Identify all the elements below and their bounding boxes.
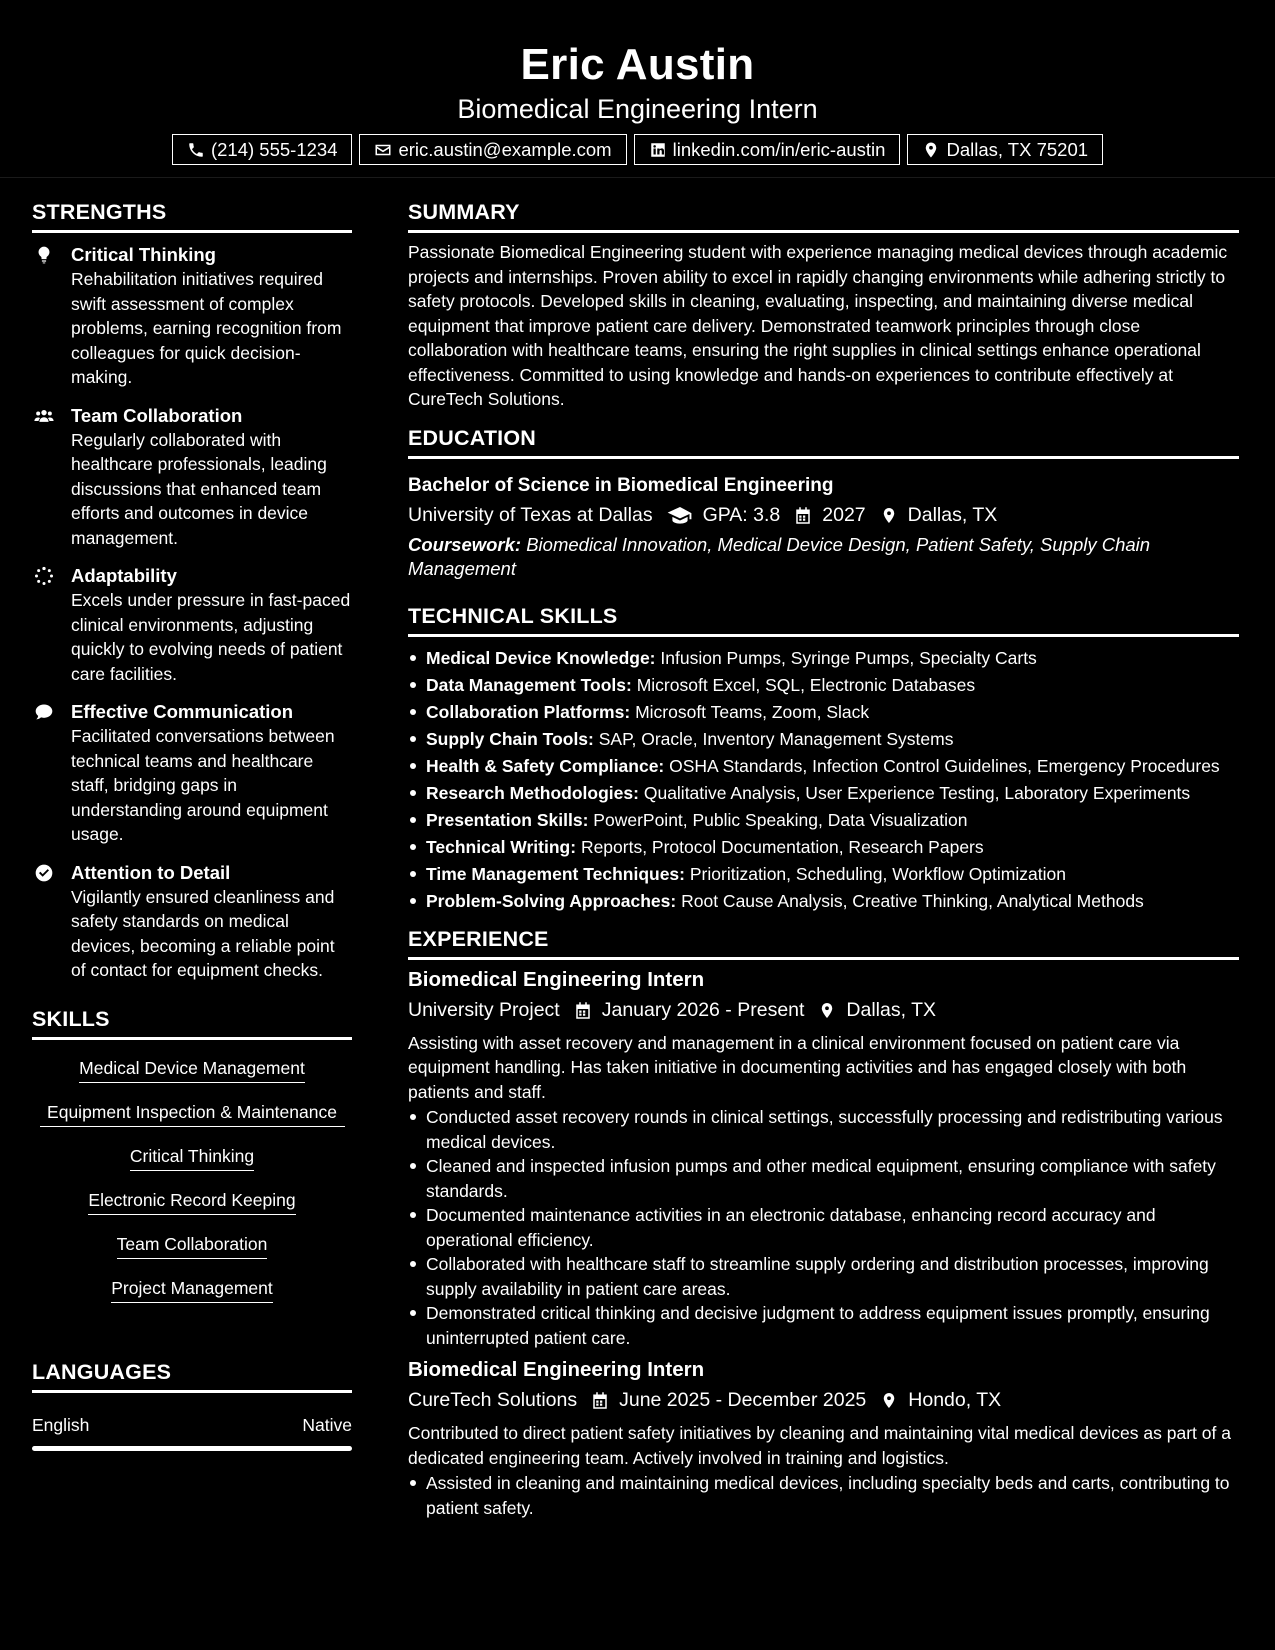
envelope-icon [374, 141, 392, 159]
calendar-icon [574, 1001, 592, 1020]
coursework-label: Coursework: [408, 533, 522, 555]
linkedin-icon [649, 141, 667, 159]
location-pin-icon [880, 1391, 898, 1410]
contact-bar [0, 134, 1275, 165]
skill-tag: Project Management [111, 1276, 272, 1303]
location-pin-icon [880, 506, 898, 525]
list-item: Collaborated with healthcare staff to streamline supply ordering and distribution processes, improving supply availability in patient care areas. [408, 1252, 1239, 1301]
graduation-cap-icon [667, 506, 693, 525]
speech-bubble-icon [33, 702, 55, 724]
skill-tag: Equipment Inspection & Maintenance [40, 1100, 345, 1127]
job-location: Hondo, TX [908, 1389, 1002, 1411]
skill-label: Presentation Skills: [426, 809, 589, 830]
strength-item [32, 861, 352, 983]
graduation-year: 2027 [822, 503, 866, 526]
right-column [408, 200, 1239, 1520]
skill-value: Microsoft Excel, SQL, Electronic Databases [636, 674, 976, 695]
skill-label: Time Management Techniques: [426, 863, 685, 884]
strength-title: Critical Thinking [71, 244, 216, 265]
skill-value: Infusion Pumps, Syringe Pumps, Specialty Carts [660, 647, 1037, 668]
job-meta [408, 1389, 1239, 1412]
strength-item [32, 700, 352, 847]
contact-location[interactable] [907, 134, 1103, 165]
strength-title: Adaptability [71, 565, 177, 586]
strength-title: Team Collaboration [71, 404, 243, 426]
education-heading: EDUCATION [408, 426, 1239, 459]
skills-heading: SKILLS [32, 1007, 352, 1040]
list-item [408, 700, 1239, 724]
strength-desc: Regularly collaborated with healthcare professionals, leading discussions that enhanced team efforts and outcomes in device management. [71, 429, 327, 548]
phone-icon [187, 141, 205, 159]
degree-title: Bachelor of Science in Biomedical Engineering [408, 474, 834, 496]
list-item: Conducted asset recovery rounds in clinical settings, successfully processing and redistributing various medical devices. [408, 1105, 1239, 1154]
job-entry [408, 1358, 1239, 1520]
skill-label: Problem-Solving Approaches: [426, 890, 677, 911]
job-description: Assisting with asset recovery and management in a clinical environment focused on patient care via equipment handling. Has taken initiative in documenting activities and has engaged closely with both patients and staff. [408, 1032, 1187, 1102]
contact-phone[interactable] [172, 134, 353, 165]
list-item: Demonstrated critical thinking and decisive judgment to address equipment issues promptly, ensuring uninterrupted patient care. [408, 1301, 1239, 1350]
job-location: Dallas, TX [846, 998, 937, 1021]
list-item [408, 835, 1239, 859]
language-proficiency-bar [32, 1446, 352, 1451]
skill-tag: Critical Thinking [130, 1144, 254, 1171]
strengths-heading: STRENGTHS [32, 200, 352, 233]
gpa-value: GPA: 3.8 [702, 503, 781, 526]
strength-title: Effective Communication [71, 701, 294, 722]
skill-label: Supply Chain Tools: [426, 728, 594, 749]
lightbulb-icon [33, 245, 55, 267]
job-dates: June 2025 - December 2025 [619, 1389, 867, 1411]
linkedin-text: linkedin.com/in/eric-austin [672, 138, 886, 160]
technical-skills-list [408, 646, 1239, 913]
job-description: Contributed to direct patient safety initiatives by cleaning and maintaining vital medical devices as part of a dedicated engineering team. Actively involved in training and logistics. [408, 1423, 1231, 1468]
contact-linkedin[interactable] [634, 134, 901, 165]
language-row [32, 1415, 352, 1436]
list-item: Cleaned and inspected infusion pumps and other medical equipment, ensuring compliance with safety standards. [408, 1154, 1239, 1203]
calendar-icon [591, 1391, 609, 1410]
skill-value: OSHA Standards, Infection Control Guidelines, Emergency Procedures [669, 755, 1220, 776]
strength-item [32, 404, 352, 551]
skill-value: Root Cause Analysis, Creative Thinking, Analytical Methods [681, 890, 1144, 911]
company-name: CureTech Solutions [408, 1389, 578, 1411]
phone-text: (214) 555-1234 [210, 138, 338, 160]
list-item [408, 673, 1239, 697]
job-bullets [408, 1471, 1239, 1520]
coursework [408, 533, 1239, 581]
calendar-icon [794, 506, 812, 525]
skill-value: SAP, Oracle, Inventory Management Systems [598, 728, 954, 749]
list-item [408, 781, 1239, 805]
school-location: Dallas, TX [907, 503, 998, 526]
list-item [408, 754, 1239, 778]
list-item: Documented maintenance activities in an electronic database, enhancing record accuracy and operational efficiency. [408, 1203, 1239, 1252]
list-item [408, 646, 1239, 670]
skill-value: Microsoft Teams, Zoom, Slack [635, 701, 870, 722]
strength-title: Attention to Detail [71, 861, 231, 883]
list-item [408, 862, 1239, 886]
skill-label: Technical Writing: [426, 836, 577, 857]
languages-heading: LANGUAGES [32, 1360, 352, 1393]
location-pin-icon [818, 1001, 836, 1020]
skill-label: Data Management Tools: [426, 674, 632, 695]
company-name: University Project [408, 998, 560, 1021]
summary-text: Passionate Biomedical Engineering student with experience managing medical devices through academic projects and internships. Proven ability to excel in rapidly changing environments while adhering strictly to safety protocols. Developed skills in cleaning, evaluating, inspecting, and maintaining diverse medical equipment that improve patient care delivery. Demonstrated teamwork principles through close collaboration with healthcare teams, ensuring the right supplies in clinical settings enhance operational effectiveness. Committed to using knowledge and hands-on experiences to contribute effectively at CureTech Solutions. [408, 242, 1228, 409]
skill-label: Health & Safety Compliance: [426, 755, 665, 776]
language-level: Native [302, 1414, 352, 1435]
job-entry [408, 968, 1239, 1351]
users-icon [33, 406, 55, 428]
strength-desc: Facilitated conversations between technical teams and healthcare staff, bridging gaps in understanding around equipment usage. [71, 726, 335, 844]
strength-item [32, 564, 352, 686]
location-pin-icon [922, 141, 940, 159]
strength-desc: Rehabilitation initiatives required swift assessment of complex problems, earning recognition from colleagues for quick decision-making. [71, 269, 342, 387]
skill-tag: Team Collaboration [117, 1232, 268, 1259]
email-text: eric.austin@example.com [398, 138, 612, 160]
skills-list [32, 1056, 352, 1320]
strength-desc: Excels under pressure in fast-paced clinical environments, adjusting quickly to evolving needs of patient care facilities. [71, 590, 351, 684]
contact-email[interactable] [359, 134, 626, 165]
list-item [408, 727, 1239, 751]
skill-label: Collaboration Platforms: [426, 701, 631, 722]
list-item [408, 889, 1239, 913]
strength-item [32, 243, 352, 390]
skill-label: Medical Device Knowledge: [426, 647, 656, 668]
coursework-list: Biomedical Innovation, Medical Device Design, Patient Safety, Supply Chain Management [408, 533, 1151, 579]
candidate-title: Biomedical Engineering Intern [457, 94, 818, 124]
spinner-icon [33, 566, 55, 588]
skill-value: PowerPoint, Public Speaking, Data Visualization [593, 809, 968, 830]
resume-header [0, 0, 1275, 178]
location-text: Dallas, TX 75201 [946, 138, 1089, 160]
left-column [32, 200, 352, 1451]
job-bullets [408, 1105, 1239, 1350]
school-name: University of Texas at Dallas [408, 503, 653, 526]
skill-value: Prioritization, Scheduling, Workflow Optimization [689, 863, 1066, 884]
skill-label: Research Methodologies: [426, 782, 639, 803]
job-title: Biomedical Engineering Intern [408, 1358, 705, 1381]
experience-heading: EXPERIENCE [408, 927, 1239, 960]
candidate-name: Eric Austin [520, 40, 755, 89]
language-name: English [32, 1414, 90, 1435]
summary-heading: SUMMARY [408, 200, 1239, 233]
education-meta [408, 504, 1239, 527]
skill-tag: Electronic Record Keeping [88, 1188, 295, 1215]
skill-tag: Medical Device Management [79, 1056, 305, 1083]
job-dates: January 2026 - Present [601, 998, 805, 1021]
skill-value: Qualitative Analysis, User Experience Testing, Laboratory Experiments [643, 782, 1191, 803]
job-meta [408, 999, 1239, 1022]
list-item [408, 808, 1239, 832]
strength-desc: Vigilantly ensured cleanliness and safety standards on medical devices, becoming a reliable point of contact for equipment checks. [71, 886, 335, 980]
check-circle-icon [33, 863, 55, 885]
job-title: Biomedical Engineering Intern [408, 967, 705, 991]
technical-skills-heading: TECHNICAL SKILLS [408, 604, 1239, 637]
list-item: Assisted in cleaning and maintaining medical devices, including specialty beds and carts, contributing to patient safety. [408, 1471, 1239, 1520]
skill-value: Reports, Protocol Documentation, Research Papers [580, 836, 984, 857]
